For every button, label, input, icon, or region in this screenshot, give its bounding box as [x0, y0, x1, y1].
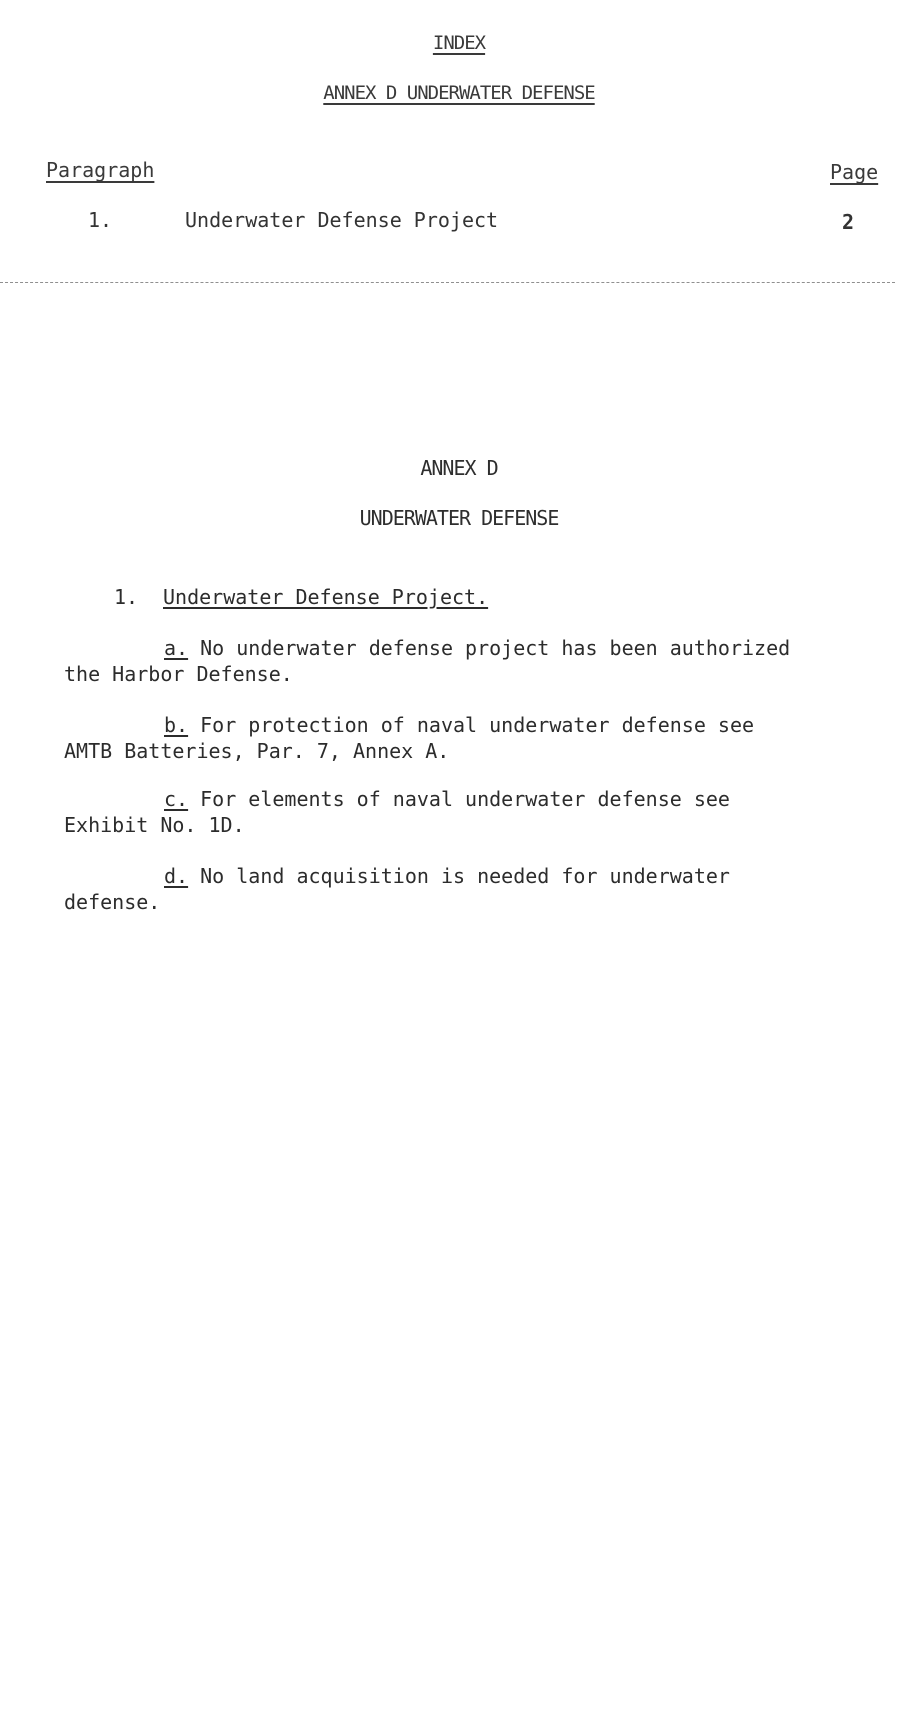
item-c-line1 [164, 786, 730, 812]
section-title: Underwater Defense Project. [163, 585, 489, 609]
page-column-header: Page [830, 160, 879, 184]
item-text: No underwater defense project has been authorized [200, 636, 791, 660]
paragraph-column-header: Paragraph [46, 158, 155, 182]
item-text: No land acquisition is needed for underwater [200, 864, 730, 888]
item-letter: b. [164, 713, 189, 737]
item-c-line2: Exhibit No. 1D. [64, 813, 245, 837]
annex-subtitle: UNDERWATER DEFENSE [359, 506, 559, 530]
index-title: INDEX [432, 32, 486, 54]
index-row-page: 2 [842, 210, 855, 234]
item-letter: a. [164, 636, 189, 660]
item-letter: c. [164, 787, 189, 811]
index-row-number: 1. [88, 208, 113, 232]
item-a-line1 [164, 635, 790, 661]
item-b-line2: AMTB Batteries, Par. 7, Annex A. [64, 739, 450, 763]
item-d-line1 [164, 863, 730, 889]
item-text: For protection of naval underwater defense see [200, 713, 755, 737]
item-b-line1 [164, 712, 754, 738]
index-subtitle: ANNEX D UNDERWATER DEFENSE [323, 82, 595, 104]
item-letter: d. [164, 864, 189, 888]
section-number: 1. [114, 585, 139, 609]
item-a-line2: the Harbor Defense. [64, 662, 293, 686]
section-divider [0, 282, 895, 283]
item-text: For elements of naval underwater defense see [200, 787, 730, 811]
item-d-line2: defense. [64, 890, 161, 914]
index-row-title: Underwater Defense Project [185, 208, 499, 232]
annex-title: ANNEX D [420, 456, 498, 480]
